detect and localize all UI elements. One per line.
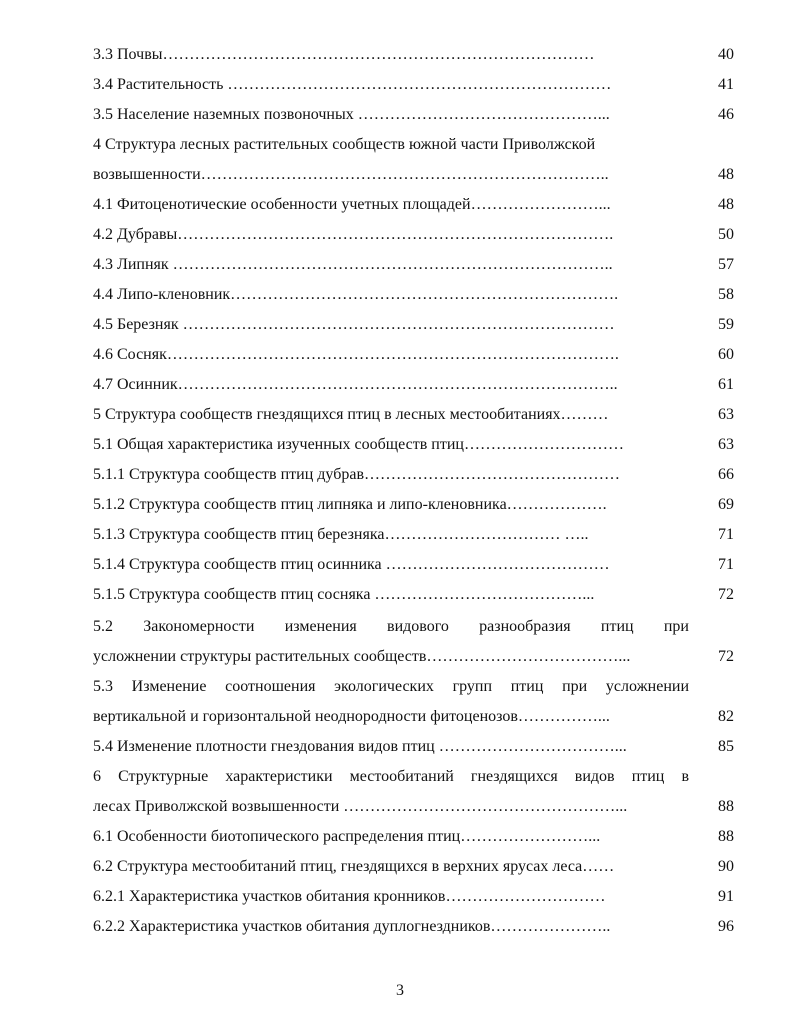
toc-entry-text: 6.2 Структура местообитаний птиц, гнездящихся в верхних ярусах леса…… — [93, 858, 615, 875]
toc-entry-page: 88 — [718, 828, 734, 845]
toc-entry-text: 6 Структурные характеристики местообитаний гнездящихся видов птиц в — [93, 768, 689, 785]
toc-entry-page — [700, 134, 734, 156]
toc-entry-page: 72 — [718, 648, 734, 665]
toc-entry-text: 4.7 Осинник……………………………………………………………………….. — [93, 376, 618, 393]
toc-entry-page: 66 — [718, 466, 734, 483]
toc-entry-page: 63 — [718, 436, 734, 453]
toc-entry-text: 5.1.4 Структура сообществ птиц осинника …………………………………… — [93, 556, 610, 573]
page-number: 3 — [396, 982, 404, 999]
toc-entry-text: 5.2 Закономерности изменения видового разнообразия птиц при — [93, 618, 689, 635]
toc-entry-text: 6.2.1 Характеристика участков обитания кронников………………………… — [93, 888, 606, 905]
toc-entry-text: 5 Структура сообществ гнездящихся птиц в лесных местообитаниях……… — [93, 406, 609, 423]
toc-entry-text: 4.4 Липо-кленовник………………………………………………………………. — [93, 286, 619, 303]
toc-entry-text: 3.4 Растительность ……………………………………………………………… — [93, 76, 612, 93]
toc-entry-page: 88 — [718, 798, 734, 815]
toc-entry-text: 4.1 Фитоценотические особенности учетных площадей……………………... — [93, 196, 611, 213]
toc-entry-text: усложнении структуры растительных сообществ………………………………... — [93, 648, 631, 665]
toc-entry-text: 3.3 Почвы……………………………………………………………………… — [93, 46, 595, 63]
toc-entry-text: лесах Приволжской возвышенности ……………………………………………... — [93, 798, 628, 815]
toc-entry-page: 85 — [718, 738, 734, 755]
toc-entry-page: 48 — [718, 196, 734, 213]
toc-entry-text: 5.1.3 Структура сообществ птиц березняка…………………………… ….. — [93, 526, 589, 543]
toc-entry-text: 6.1 Особенности биотопического распределения птиц……………………... — [93, 828, 601, 845]
toc-entry-text: 5.1.5 Структура сообществ птиц сосняка …………………………………... — [93, 586, 595, 603]
toc-entry-page: 61 — [718, 376, 734, 393]
toc-entry-page — [700, 766, 734, 788]
toc-entry-page — [700, 676, 734, 698]
toc-entry-text: 4 Структура лесных растительных сообществ южной части Приволжской — [93, 136, 596, 153]
toc-entry-page: 41 — [718, 76, 734, 93]
toc-entry-text: 5.1.1 Структура сообществ птиц дубрав………………………………………… — [93, 466, 620, 483]
toc-entry-text: 5.4 Изменение плотности гнездования видов птиц ……………………………... — [93, 738, 627, 755]
toc-entry-text: 3.5 Население наземных позвоночных ………………………………………... — [93, 106, 610, 123]
toc-entry-page: 72 — [718, 586, 734, 603]
toc-entry-page: 96 — [718, 918, 734, 935]
toc-entry-page: 58 — [718, 286, 734, 303]
toc-entry-page: 50 — [718, 226, 734, 243]
toc-entry-page: 63 — [718, 406, 734, 423]
toc-entry-text: 5.3 Изменение соотношения экологических групп птиц при усложнении — [93, 678, 689, 695]
toc-entry-page — [700, 616, 734, 638]
toc-entry-page: 69 — [718, 496, 734, 513]
toc-entry-page: 59 — [718, 316, 734, 333]
toc-entry-text: 5.1.2 Структура сообществ птиц липняка и липо-кленовника………………. — [93, 496, 607, 513]
toc-entry-page: 91 — [718, 888, 734, 905]
toc-entry-page: 90 — [718, 858, 734, 875]
toc-entry-page: 71 — [718, 556, 734, 573]
toc-entry-page: 57 — [718, 256, 734, 273]
toc-entry-page: 60 — [718, 346, 734, 363]
toc-entry-text: 4.2 Дубравы………………………………………………………………………. — [93, 226, 614, 243]
toc-entry-text: вертикальной и горизонтальной неоднородности фитоценозов……………... — [93, 708, 610, 725]
toc-entry-text: 4.3 Липняк ……………………………………………………………………….. — [93, 256, 613, 273]
toc-entry-text: 4.5 Березняк ……………………………………………………………………… — [93, 316, 615, 333]
toc-entry-page: 46 — [718, 106, 734, 123]
toc-entry-page: 82 — [718, 708, 734, 725]
toc-entry-text: 6.2.2 Характеристика участков обитания дуплогнездников………………….. — [93, 918, 611, 935]
toc-entry-text: 5.1 Общая характеристика изученных сообществ птиц………………………… — [93, 436, 624, 453]
toc-entry-page: 71 — [718, 526, 734, 543]
toc-entry-page: 40 — [718, 46, 734, 63]
toc-entry-text: возвышенности………………………………………………………………….. — [93, 166, 609, 183]
toc-entry-page: 48 — [718, 166, 734, 183]
toc-entry-text: 4.6 Сосняк…………………………………………………………………………. — [93, 346, 619, 363]
